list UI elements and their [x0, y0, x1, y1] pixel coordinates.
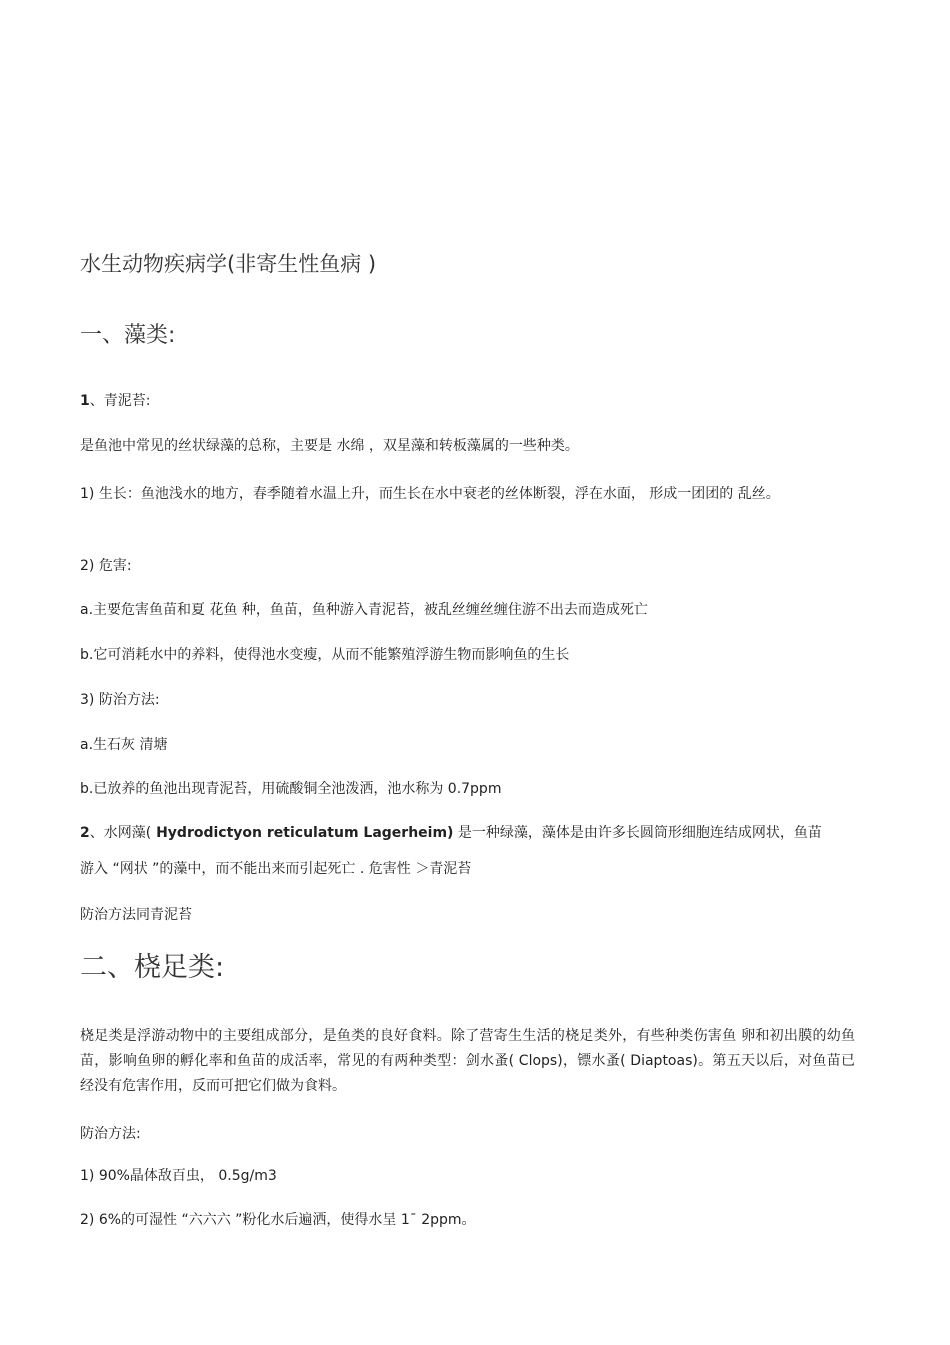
subsection-1-heading [80, 391, 150, 411]
subsection-1-label: 、青泥苔: [89, 393, 151, 409]
control-heading: 3) 防治方法: [80, 692, 160, 708]
section-2-heading: 二、桡足类: [80, 952, 225, 983]
section-1-heading: 一、藻类: [80, 323, 176, 348]
subsection-1-intro: 是鱼池中常见的丝状绿藻的总称，主要是 水绵 ，双星藻和转板藻属的一些种类。 [80, 438, 579, 454]
subsection-1-number: 1 [80, 393, 90, 409]
subsection-2-line-2: 游入 “网状 ”的藻中，而不能出来而引起死亡 . 危害性 ＞青泥苔 [80, 861, 472, 877]
control-item-a: a.生石灰 清塘 [80, 737, 168, 753]
subsection-2-desc: 是一种绿藻，藻体是由许多长圆筒形细胞连结成网状，鱼苗 [453, 825, 822, 841]
harm-item-b: b.它可消耗水中的养料，使得池水变瘦，从而不能繁殖浮游生物而影响鱼的生长 [80, 647, 570, 663]
copepod-control-item-2: 2) 6%的可湿性 “六六六 ”粉化水后遍洒，使得水呈 1¯ 2ppm。 [80, 1212, 476, 1228]
document-title: 水生动物疾病学(非寄生性鱼病 ) [80, 252, 377, 276]
harm-item-a: a.主要危害鱼苗和夏 花鱼 种，鱼苗，鱼种游入青泥苔，被乱丝缠丝缠住游不出去而造成死亡 [80, 602, 648, 618]
subsection-2-number: 2 [80, 825, 90, 841]
latin-name: Hydrodictyon reticulatum Lagerheim) [151, 825, 454, 841]
copepod-control-heading: 防治方法: [80, 1126, 141, 1142]
copepod-control-item-1: 1) 90%晶体敌百虫， 0.5g/m3 [80, 1168, 277, 1184]
subsection-2-control: 防治方法同青泥苔 [80, 907, 192, 923]
control-item-b: b.已放养的鱼池出现青泥苔，用硫酸铜全池泼洒，池水称为 0.7ppm [80, 781, 502, 797]
growth-paragraph: 1) 生长：鱼池浅水的地方，春季随着水温上升，而生长在水中衰老的丝体断裂，浮在水面， 形成一团团的 乱丝。 [80, 486, 780, 502]
subsection-2-line-1 [80, 823, 822, 843]
harm-heading: 2) 危害: [80, 558, 132, 574]
subsection-2-label: 、水网藻( [89, 825, 152, 841]
copepod-paragraph: 桡足类是浮游动物中的主要组成部分，是鱼类的良好食料。除了营寄生生活的桡足类外，有些种类伤害鱼 卵和初出膜的幼鱼苗，影响鱼卵的孵化率和鱼苗的成活率，常见的有两种类型：剑水蚤( Clops)，镖水蚤( Diaptoas)。第五天以后，对鱼苗已经没有危害作用，反而可把它们做为食料。 [80, 1028, 855, 1094]
